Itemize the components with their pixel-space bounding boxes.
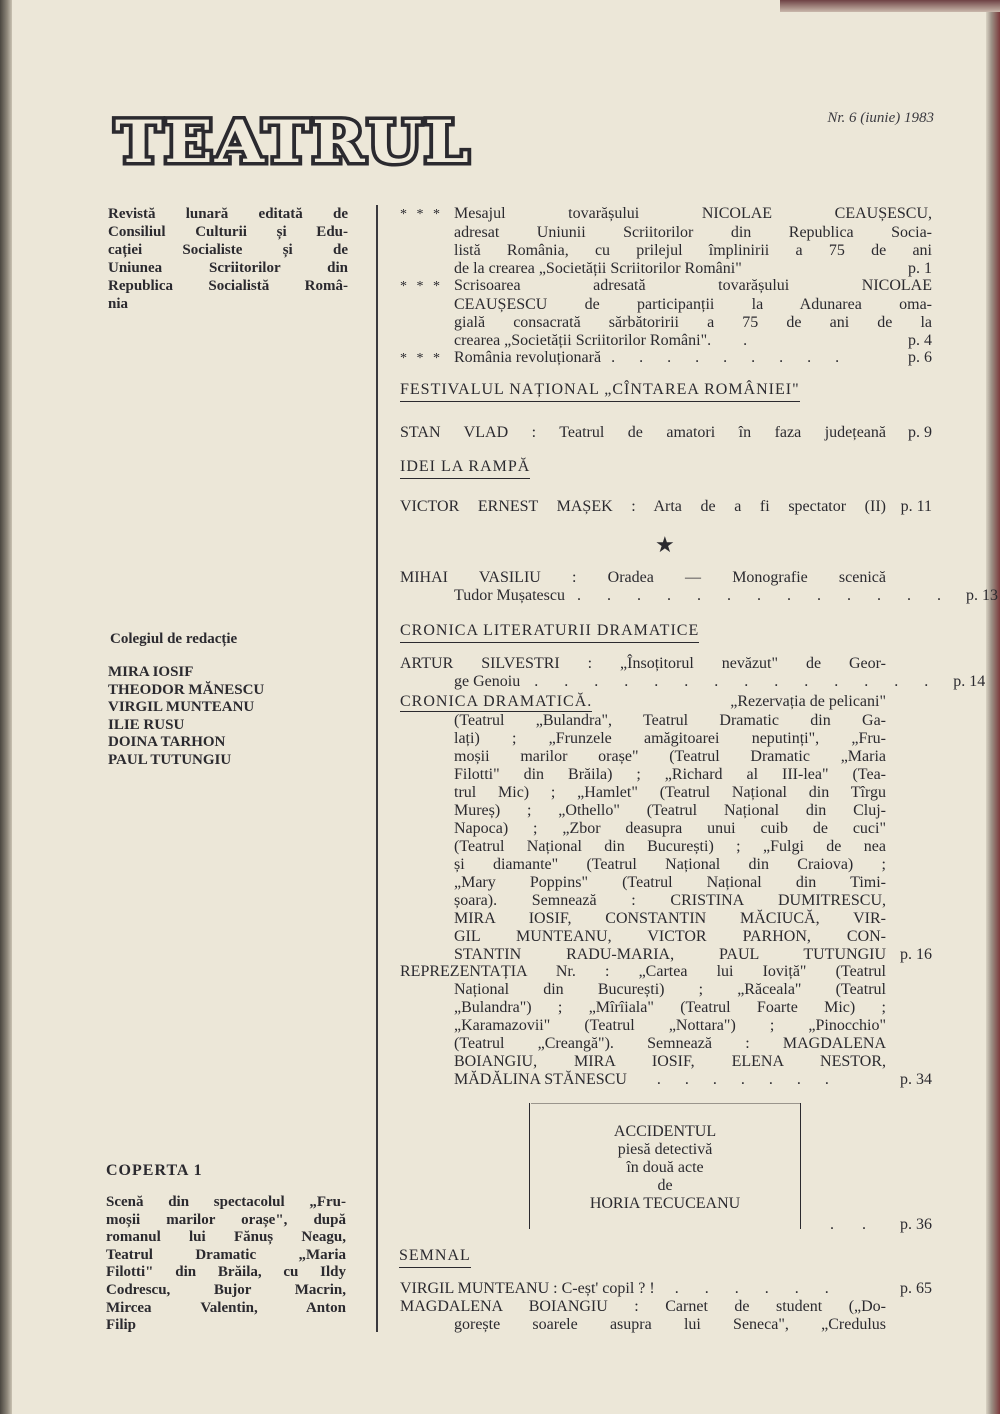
toc-text: ge Genoiu	[454, 673, 521, 690]
section-semnal: SEMNAL	[399, 1247, 471, 1268]
toc-text: ARTUR SILVESTRI : „Însoțitorul nevăzut" de Geor-	[400, 655, 886, 672]
text-line: Filotti" din Brăila, cu Ildy	[106, 1264, 346, 1281]
toc-text: MIHAI VASILIU : Oradea — Monografie scenică	[400, 569, 886, 586]
play-author: HORIA TECUCEANU	[589, 1195, 741, 1212]
column-divider	[376, 205, 378, 1332]
page-number: p. 1	[908, 260, 932, 277]
toc-text: România revoluționară	[454, 349, 602, 366]
page-number: p. 36	[900, 1216, 932, 1233]
text-line: Consiliul Culturii și Edu-	[108, 224, 348, 240]
toc-entry-cronica-dramatica	[400, 693, 932, 964]
text-line: Republica Socialistă Româ-	[108, 278, 348, 294]
text-line: nia	[108, 296, 129, 312]
toc-text: listă România, cu prilejul împlinirii a 75 de ani	[454, 242, 932, 259]
binding-spine	[0, 0, 12, 1414]
editorial-board-list	[108, 664, 264, 769]
stars-marker: * * *	[400, 351, 443, 366]
board-member: VIRGIL MUNTEANU	[108, 699, 255, 715]
toc-entry-romania: * * * România revoluționară . . . . . . . . . p. 6	[400, 349, 932, 366]
toc-text: „Rezervația de pelicani"	[730, 693, 886, 710]
toc-text: „Karamazovii" (Teatrul „Nottara") ; „Pinocchio"	[454, 1017, 886, 1034]
magazine-logo	[115, 108, 473, 176]
editorial-board-title: Colegiul de redacție	[110, 631, 238, 647]
svg-text:TEATRUL: TEATRUL	[115, 108, 471, 176]
text-line: Revistă lunară editată de	[108, 206, 348, 222]
toc-text: gială consacrată sărbătoririi a 75 de ani de la	[454, 314, 932, 331]
section-festival: FESTIVALUL NAȚIONAL „CÎNTAREA ROMÂNIEI"	[400, 381, 800, 402]
page-number: p. 9	[908, 424, 932, 441]
toc-text: Filotti" din Brăila) ; „Richard al III-lea" (Tea-	[454, 766, 886, 783]
board-member: ILIE RUSU	[108, 716, 185, 733]
toc-text: (Teatrul Național din București) ; „Fulgi de nea	[454, 838, 886, 855]
text-line: romanul lui Fănuș Neagu,	[106, 1229, 346, 1246]
toc-text: lați) ; „Frunzele amăgitoarei neputinți", „Fru-	[454, 730, 886, 747]
toc-entry-scrisoarea: * * * Scrisoarea adresată tovarășului NICOLAE CEAUȘESCU de participanții la Adunarea oma- gială consacrată sărbătoririi a 75 de ani de la crearea „Societății Scriitorilor Români" . . p. 4	[400, 277, 932, 349]
page-number: p. 6	[908, 349, 932, 366]
toc-entry-masek	[400, 498, 932, 516]
star-separator: ★	[655, 532, 675, 557]
page-edge	[986, 0, 1000, 1414]
text-line: Codrescu, Bujor Macrin,	[106, 1281, 346, 1298]
toc-text: Mureș) ; „Othello" (Teatrul Național din Cluj-	[454, 802, 886, 819]
toc-text: crearea „Societății Scriitorilor Români"	[454, 332, 708, 349]
toc-entry-reprezentatia: REPREZENTAȚIA Nr. : „Cartea lui Ioviță" (Teatrul Național din București) ; „Răceala" (Teatrul „Bulandra") ; „Mîrîiala" (Teatrul Foarte Mic) ; „Karamazovii" (Teatrul „Nottara") ; „Pinocchio" (Teatrul „Creangă"). Semnează : MAGDALENA BOIANGIU, MIRA IOSIF, ELENA NESTOR, MĂDĂLINA STĂNESCU . . . . . . . p. 34	[400, 963, 932, 1088]
stars-marker: * * *	[400, 207, 443, 222]
toc-text: MĂDĂLINA STĂNESCU	[454, 1071, 627, 1088]
toc-entry-accidentul: . . p. 36	[830, 1216, 932, 1233]
board-member: PAUL TUTUNGIU	[108, 751, 232, 768]
toc-text: de la crearea „Societății Scriitorilor Români"	[454, 260, 742, 277]
section-cronica-dramatica: CRONICA DRAMATICĂ.	[400, 693, 593, 710]
text-line: Teatrul Dramatic „Maria	[106, 1246, 346, 1263]
page-number: p. 11	[900, 498, 932, 515]
toc-text: „Bulandra") ; „Mîrîiala" (Teatrul Foarte Mic) ;	[454, 999, 886, 1016]
cover-caption-title: COPERTA 1	[106, 1162, 203, 1179]
cover-edge	[780, 0, 1000, 12]
toc-text: CEAUȘESCU de participanții la Adunarea oma-	[454, 296, 932, 313]
play-subtitle: piesă detectivă	[617, 1141, 713, 1158]
stars-marker: * * *	[400, 279, 443, 294]
issue-number: Nr. 6 (iunie) 1983	[827, 110, 934, 126]
board-member: DOINA TARHON	[108, 734, 226, 750]
section-cronica-literaturii: CRONICA LITERATURII DRAMATICE	[400, 622, 699, 643]
toc-text: și diamante" (Teatrul Național din Craiova) ;	[454, 856, 886, 873]
toc-text: (Teatrul „Bulandra", Teatrul Dramatic din Ga-	[454, 712, 886, 729]
page-number: p. 65	[900, 1280, 932, 1297]
board-member: THEODOR MĂNESCU	[108, 681, 265, 698]
toc-text: adresat Uniunii Scriitorilor din Republica Socia-	[454, 224, 932, 241]
section-idei-la-rampa: IDEI LA RAMPĂ	[400, 458, 530, 479]
toc-text: moșii marilor orașe" (Teatrul Dramatic „Maria	[454, 748, 886, 765]
toc-text: VIRGIL MUNTEANU : C-eșt' copil ? !	[400, 1280, 655, 1297]
text-line: moșii marilor orașe", după	[106, 1211, 346, 1228]
toc-entry-silvestri: ARTUR SILVESTRI : „Însoțitorul nevăzut" de Geor- ge Genoiu . . . . . . . . . . . . . . p. 14	[400, 655, 986, 690]
toc-text: MAGDALENA BOIANGIU : Carnet de student („Do-	[400, 1298, 886, 1315]
toc-text: (Teatrul „Creangă"). Semnează : MAGDALENA	[454, 1035, 886, 1052]
toc-text: Scrisoarea adresată tovarășului NICOLAE	[454, 277, 932, 294]
toc-text: MIRA IOSIF, CONSTANTIN MĂCIUCĂ, VIR-	[454, 910, 886, 927]
toc-text: Tudor Mușatescu	[454, 587, 565, 604]
play-by: de	[657, 1177, 673, 1194]
toc-entry-munteanu: VIRGIL MUNTEANU : C-eșt' copil ? ! . . . . . . p. 65 MAGDALENA BOIANGIU : Carnet de student („Do- gorește soarele asupra lui Seneca", „Credulus	[400, 1280, 932, 1333]
cover-caption	[106, 1194, 346, 1335]
featured-play-box	[529, 1103, 801, 1229]
page-number: p. 34	[900, 1071, 932, 1088]
play-title: ACCIDENTUL	[613, 1123, 717, 1140]
board-member: MIRA IOSIF	[108, 664, 194, 680]
toc-text: Național din București) ; „Răceala" (Teatrul	[454, 981, 886, 998]
page-number: p. 13	[965, 587, 998, 604]
toc-text: VICTOR ERNEST MAȘEK : Arta de a fi spectator (II)	[400, 498, 886, 515]
text-line: Scenă din spectacolul „Fru-	[106, 1194, 346, 1210]
toc-text: trul Mic) ; „Hamlet" (Teatrul Național din Tîrgu	[454, 784, 886, 801]
text-line: Uniunea Scriitorilor din	[108, 260, 348, 276]
toc-entry-vasiliu: MIHAI VASILIU : Oradea — Monografie scenică Tudor Mușatescu . . . . . . . . . . . . . p. 13	[400, 569, 998, 604]
toc-text: GIL MUNTEANU, VICTOR PARHON, CON-	[454, 928, 886, 945]
page-number: p. 14	[953, 673, 986, 690]
text-line: Filip	[106, 1317, 137, 1334]
text-line: cației Socialiste și de	[108, 242, 348, 258]
toc-text: Napoca) ; „Zbor deasupra unui cuib de cuci"	[454, 820, 886, 837]
publisher-info	[108, 205, 348, 313]
toc-text: gorește soarele asupra lui Seneca", „Credulus	[454, 1316, 886, 1333]
page-number: p. 16	[900, 946, 932, 963]
toc-text: BOIANGIU, MIRA IOSIF, ELENA NESTOR,	[454, 1053, 886, 1070]
toc-text: șoara). Semnează : CRISTINA DUMITRESCU,	[454, 892, 886, 909]
page-number: p. 4	[908, 332, 932, 349]
toc-text: REPREZENTAȚIA Nr. : „Cartea lui Ioviță" (Teatrul	[400, 963, 886, 980]
toc-text: Mesajul tovarășului NICOLAE CEAUȘESCU,	[454, 205, 932, 222]
text-line: Mircea Valentin, Anton	[106, 1299, 346, 1316]
toc-entry-vlad	[400, 424, 932, 442]
toc-text: STAN VLAD : Teatrul de amatori în faza județeană	[400, 424, 886, 441]
toc-text: STANTIN RADU-MARIA, PAUL TUTUNGIU	[454, 946, 886, 963]
toc-entry-mesaj	[400, 205, 932, 278]
play-acts: în două acte	[626, 1159, 704, 1176]
toc-text: „Mary Poppins" (Teatrul Național din Timi-	[454, 874, 886, 891]
